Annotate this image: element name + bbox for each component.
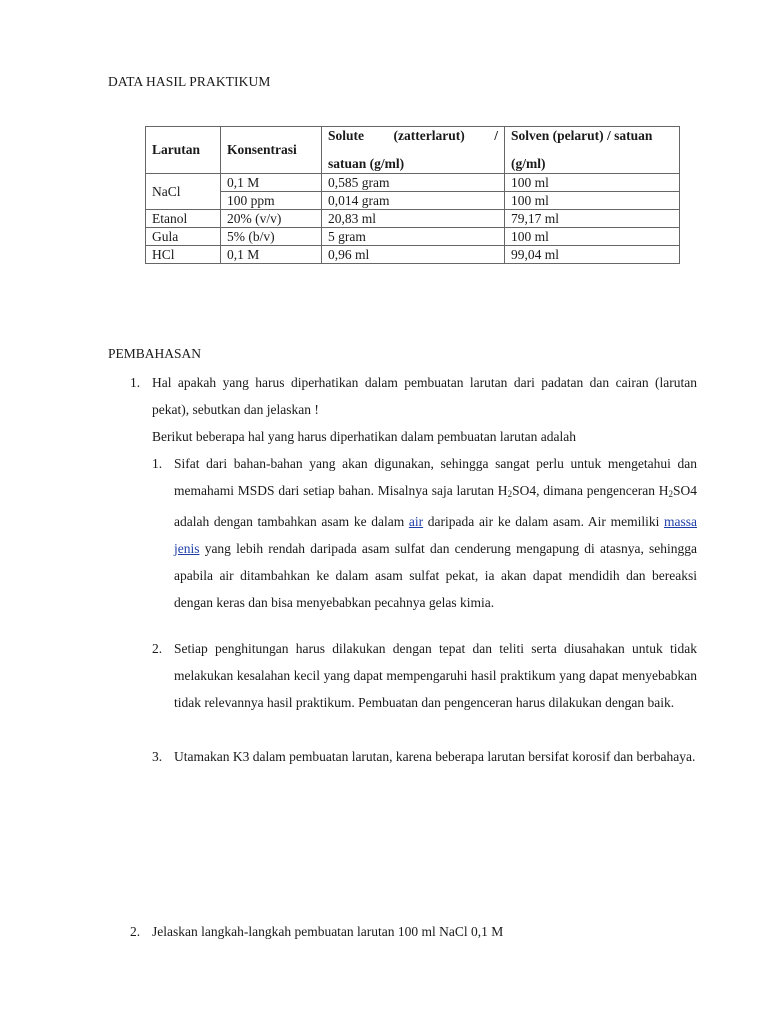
question-2-text: Jelaskan langkah-langkah pembuatan larutan 100 ml NaCl 0,1 M xyxy=(152,924,504,939)
answer-intro: Berikut beberapa hal yang harus diperhatikan dalam pembuatan larutan adalah xyxy=(152,429,576,444)
header-solute xyxy=(322,127,505,174)
question-1-number: 1. xyxy=(130,375,141,390)
cell-larutan: Etanol xyxy=(146,210,221,228)
header-solute-d: satuan (g/ml) xyxy=(328,156,405,171)
cell-konsentrasi: 100 ppm xyxy=(221,192,322,210)
header-solven-b: (g/ml) xyxy=(511,156,546,171)
cell-solven: 99,04 ml xyxy=(505,246,680,264)
cell-solven: 79,17 ml xyxy=(505,210,680,228)
table-row xyxy=(146,174,680,192)
list-item-number: 1. xyxy=(152,456,163,471)
section-title: PEMBAHASAN xyxy=(108,346,202,361)
list-item-number: 3. xyxy=(152,749,163,764)
header-solven xyxy=(505,127,680,174)
document-title: DATA HASIL PRAKTIKUM xyxy=(108,74,271,89)
question-1-text: Hal apakah yang harus diperhatikan dalam pembuatan larutan dari padatan dan cairan (larutan pekat), sebutkan dan jelaskan ! xyxy=(152,375,697,417)
header-solven-a: Solven (pelarut) / satuan xyxy=(511,128,653,143)
air-link[interactable]: air xyxy=(408,514,424,529)
header-larutan: Larutan xyxy=(146,127,221,174)
cell-solven: 100 ml xyxy=(505,228,680,246)
question-2-number: 2. xyxy=(130,924,141,939)
cell-solven: 100 ml xyxy=(505,192,680,210)
list-item-text: Sifat dari bahan-bahan yang akan digunakan, sehingga sangat perlu untuk mengetahui dan memahami MSDS dari setiap bahan. Misalnya saja larutan $H_2SO4$, dimana pengenceran $H_2SO4$ adalah dengan tambahkan asam ke dalam air daripada air ke dalam asam. Air memiliki massa jenis yang lebih rendah daripada asam sulfat dan cenderung mengapung di atasnya, sehingga apabila air ditambahkan ke dalam asam sulfat pekat, ia akan dapat mendidih dan bereaksi dengan keras dan bisa menyebabkan pecahnya gelas kimia. xyxy=(174,456,697,610)
cell-konsentrasi: 0,1 M xyxy=(221,174,322,192)
list-item-number: 2. xyxy=(152,641,163,656)
cell-larutan: NaCl xyxy=(146,174,221,210)
header-konsentrasi: Konsentrasi xyxy=(221,127,322,174)
results-table xyxy=(145,126,680,264)
table-row xyxy=(146,192,680,210)
header-solute-a: Solute xyxy=(328,128,365,143)
cell-solute: 0,96 ml xyxy=(322,246,505,264)
list-item-text: Utamakan K3 dalam pembuatan larutan, karena beberapa larutan bersifat korosif dan berbahaya. xyxy=(174,749,696,764)
cell-solven: 100 ml xyxy=(505,174,680,192)
massa-jenis-link[interactable]: massa jenis xyxy=(174,514,697,556)
header-solute-c: / xyxy=(494,128,498,143)
cell-konsentrasi: 5% (b/v) xyxy=(221,228,322,246)
table-row xyxy=(146,246,680,264)
cell-konsentrasi: 20% (v/v) xyxy=(221,210,322,228)
table-header-row xyxy=(146,127,680,174)
cell-solute: 20,83 ml xyxy=(322,210,505,228)
cell-solute: 0,014 gram xyxy=(322,192,505,210)
cell-solute: 5 gram xyxy=(322,228,505,246)
table-row xyxy=(146,228,680,246)
cell-konsentrasi: 0,1 M xyxy=(221,246,322,264)
header-solute-b: (zatterlarut) xyxy=(393,128,465,143)
cell-solute: 0,585 gram xyxy=(322,174,505,192)
cell-larutan: HCl xyxy=(146,246,221,264)
cell-larutan: Gula xyxy=(146,228,221,246)
table-row xyxy=(146,210,680,228)
list-item-text: Setiap penghitungan harus dilakukan dengan tepat dan teliti serta diusahakan untuk tidak melakukan kesalahan kecil yang dapat mempengaruhi hasil praktikum yang dapat menyebabkan tidak relevannya hasil praktikum. Pembuatan dan pengenceran harus dilakukan dengan baik. xyxy=(174,641,697,710)
